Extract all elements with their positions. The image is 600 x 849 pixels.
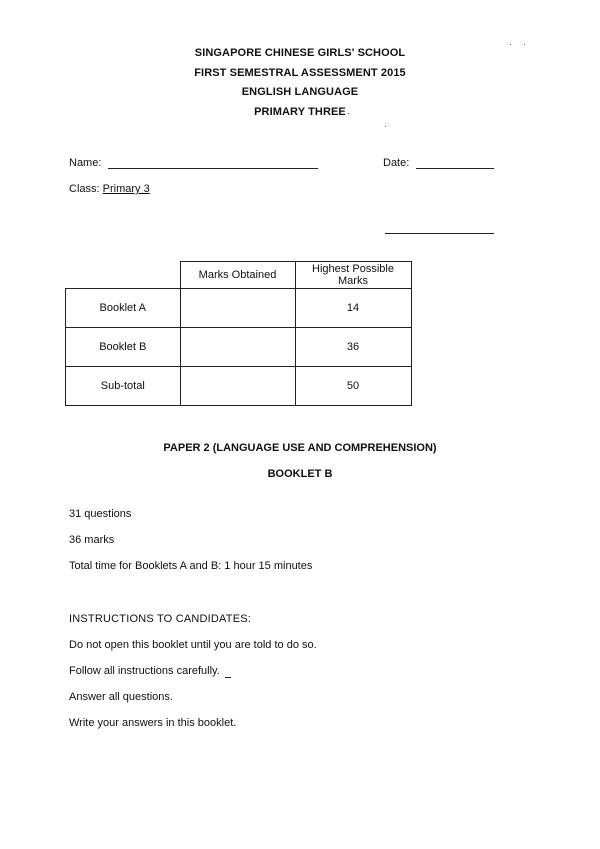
total-score-line[interactable] xyxy=(385,233,494,234)
instruction-item: Do not open this booklet until you are told to do so. xyxy=(69,639,317,651)
scan-speck xyxy=(510,44,511,45)
table-row xyxy=(66,367,412,406)
scan-speck xyxy=(524,44,525,45)
question-count: 31 questions xyxy=(69,508,132,520)
marks-table xyxy=(65,261,412,406)
row-obtained[interactable] xyxy=(180,328,295,367)
row-highest: 36 xyxy=(295,328,411,367)
level-title: PRIMARY THREE xyxy=(254,105,346,118)
scan-speck xyxy=(348,113,349,114)
school-name: SINGAPORE CHINESE GIRLS' SCHOOL xyxy=(194,47,406,59)
header-highest-line1: Highest Possible xyxy=(312,263,394,275)
class-label: Class: xyxy=(69,183,100,195)
assessment-title: FIRST SEMESTRAL ASSESSMENT 2015 xyxy=(194,66,406,79)
subject-title: ENGLISH LANGUAGE xyxy=(241,86,359,98)
row-highest: 14 xyxy=(295,289,411,328)
booklet-title: BOOKLET B xyxy=(267,468,333,480)
name-field[interactable] xyxy=(108,168,318,169)
row-obtained[interactable] xyxy=(180,367,295,406)
time-allowed: Total time for Booklets A and B: 1 hour 15 minutes xyxy=(69,560,313,572)
header-marks-obtained: Marks Obtained xyxy=(180,262,295,289)
stray-underline xyxy=(225,677,231,678)
date-label: Date: xyxy=(383,157,410,169)
row-label: Booklet B xyxy=(66,328,181,367)
table-corner xyxy=(66,262,181,289)
date-field[interactable] xyxy=(416,168,494,169)
header-highest-line2: Marks xyxy=(338,275,368,287)
document-header xyxy=(0,44,600,122)
instruction-item: Write your answers in this booklet. xyxy=(69,717,237,729)
row-label: Booklet A xyxy=(66,289,181,328)
name-label: Name: xyxy=(69,157,102,169)
class-row xyxy=(69,183,150,195)
row-highest: 50 xyxy=(295,367,411,406)
row-label: Sub-total xyxy=(66,367,181,406)
marks-count: 36 marks xyxy=(69,534,115,546)
class-value: Primary 3 xyxy=(102,183,150,195)
instructions-title: INSTRUCTIONS TO CANDIDATES: xyxy=(69,613,252,625)
instruction-item: Answer all questions. xyxy=(69,691,173,703)
row-obtained[interactable] xyxy=(180,289,295,328)
instruction-item: Follow all instructions carefully. xyxy=(69,665,220,677)
paper-title: PAPER 2 (LANGUAGE USE AND COMPREHENSION) xyxy=(163,442,437,454)
scan-speck xyxy=(385,126,386,127)
table-row xyxy=(66,328,412,367)
table-row xyxy=(66,289,412,328)
header-highest-possible xyxy=(295,262,411,289)
